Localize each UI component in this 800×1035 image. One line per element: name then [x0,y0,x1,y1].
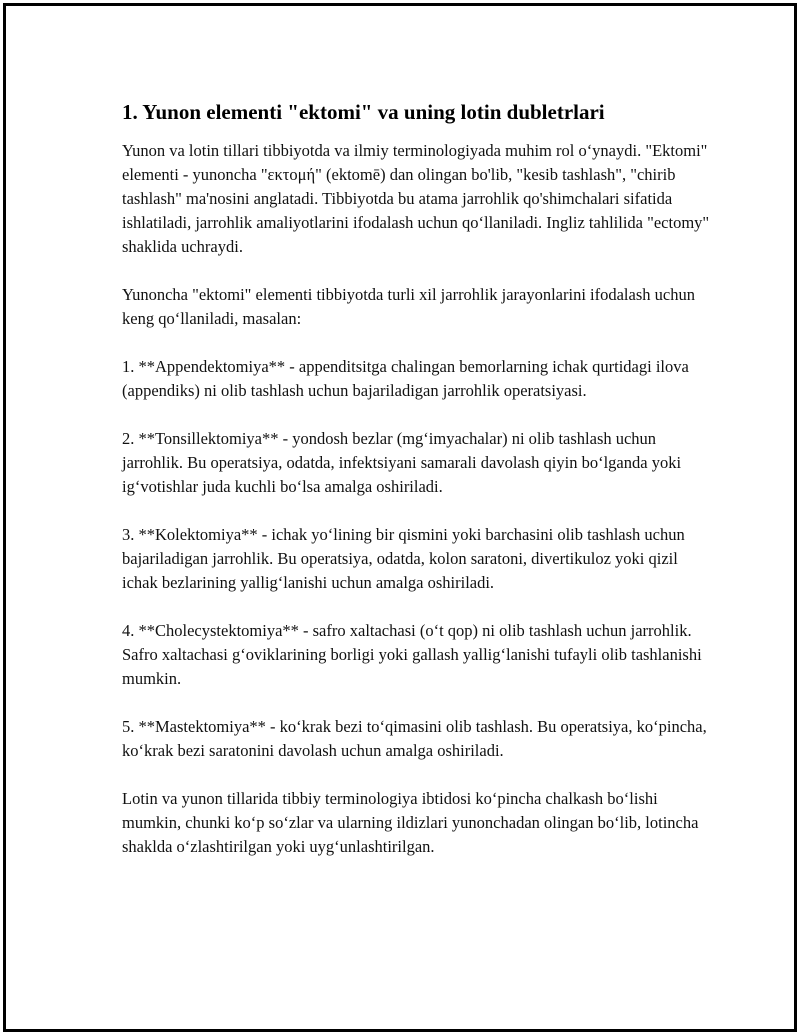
conclusion-paragraph: Lotin va yunon tillarida tibbiy terminologiya ibtidosi ko‘pincha chalkash bo‘lishi mumkin, chunki ko‘p so‘zlar va ularning ildizlari yunonchadan olingan bo‘lib, lotincha shaklda o‘zlashtirilgan yoki uyg‘unlashtirilgan. [122,789,699,856]
list-item-appendektomiya: 1. **Appendektomiya** - appenditsitga chalingan bemorlarning ichak qurtidagi ilova (appendiks) ni olib tashlash uchun bajariladigan jarrohlik operatsiyasi. [122,357,689,400]
document-body [122,99,712,883]
usage-paragraph: Yunoncha "ektomi" elementi tibbiyotda turli xil jarrohlik jarayonlarini ifodalash uchun keng qo‘llaniladi, masalan: [122,285,695,328]
list-item-kolektomiya: 3. **Kolektomiya** - ichak yo‘lining bir qismini yoki barchasini olib tashlash uchun bajariladigan jarrohlik. Bu operatsiya, odatda, kolon saratoni, divertikuloz yoki qizil ichak bezlarining yallig‘lanishi uchun amalga oshiriladi. [122,525,685,592]
list-item-cholecystektomiya: 4. **Cholecystektomiya** - safro xaltachasi (o‘t qop) ni olib tashlash uchun jarrohlik. Safro xaltachasi g‘oviklarining borligi yoki gallash yallig‘lanishi tufayli olib tashlanishi mumkin. [122,621,702,688]
page-frame [3,3,797,1032]
document-title: 1. Yunon elementi "ektomi" va uning lotin dubletrlari [122,100,605,124]
list-item-tonsillektomiya: 2. **Tonsillektomiya** - yondosh bezlar (mg‘imyachalar) ni olib tashlash uchun jarrohlik. Bu operatsiya, odatda, infektsiyani samarali davolash qiyin bo‘lganda yoki ig‘votishlar juda kuchli bo‘lsa amalga oshiriladi. [122,429,682,496]
list-item-mastektomiya: 5. **Mastektomiya** - ko‘krak bezi to‘qimasini olib tashlash. Bu operatsiya, ko‘pincha, ko‘krak bezi saratonini davolash uchun amalga oshiriladi. [122,717,707,760]
intro-paragraph: Yunon va lotin tillari tibbiyotda va ilmiy terminologiyada muhim rol o‘ynaydi. "Ektomi" elementi - yunoncha "εκτομή" (ektomē) dan olingan bo'lib, "kesib tashlash", "chirib tashlash" ma'nosini anglatadi. Tibbiyotda bu atama jarrohlik qo'shimchalari sifatida ishlatiladi, jarrohlik amaliyotlarini ifodalash uchun qo‘llaniladi. Ingliz tahlilida "ectomy" shaklida uchraydi. [122,141,710,256]
